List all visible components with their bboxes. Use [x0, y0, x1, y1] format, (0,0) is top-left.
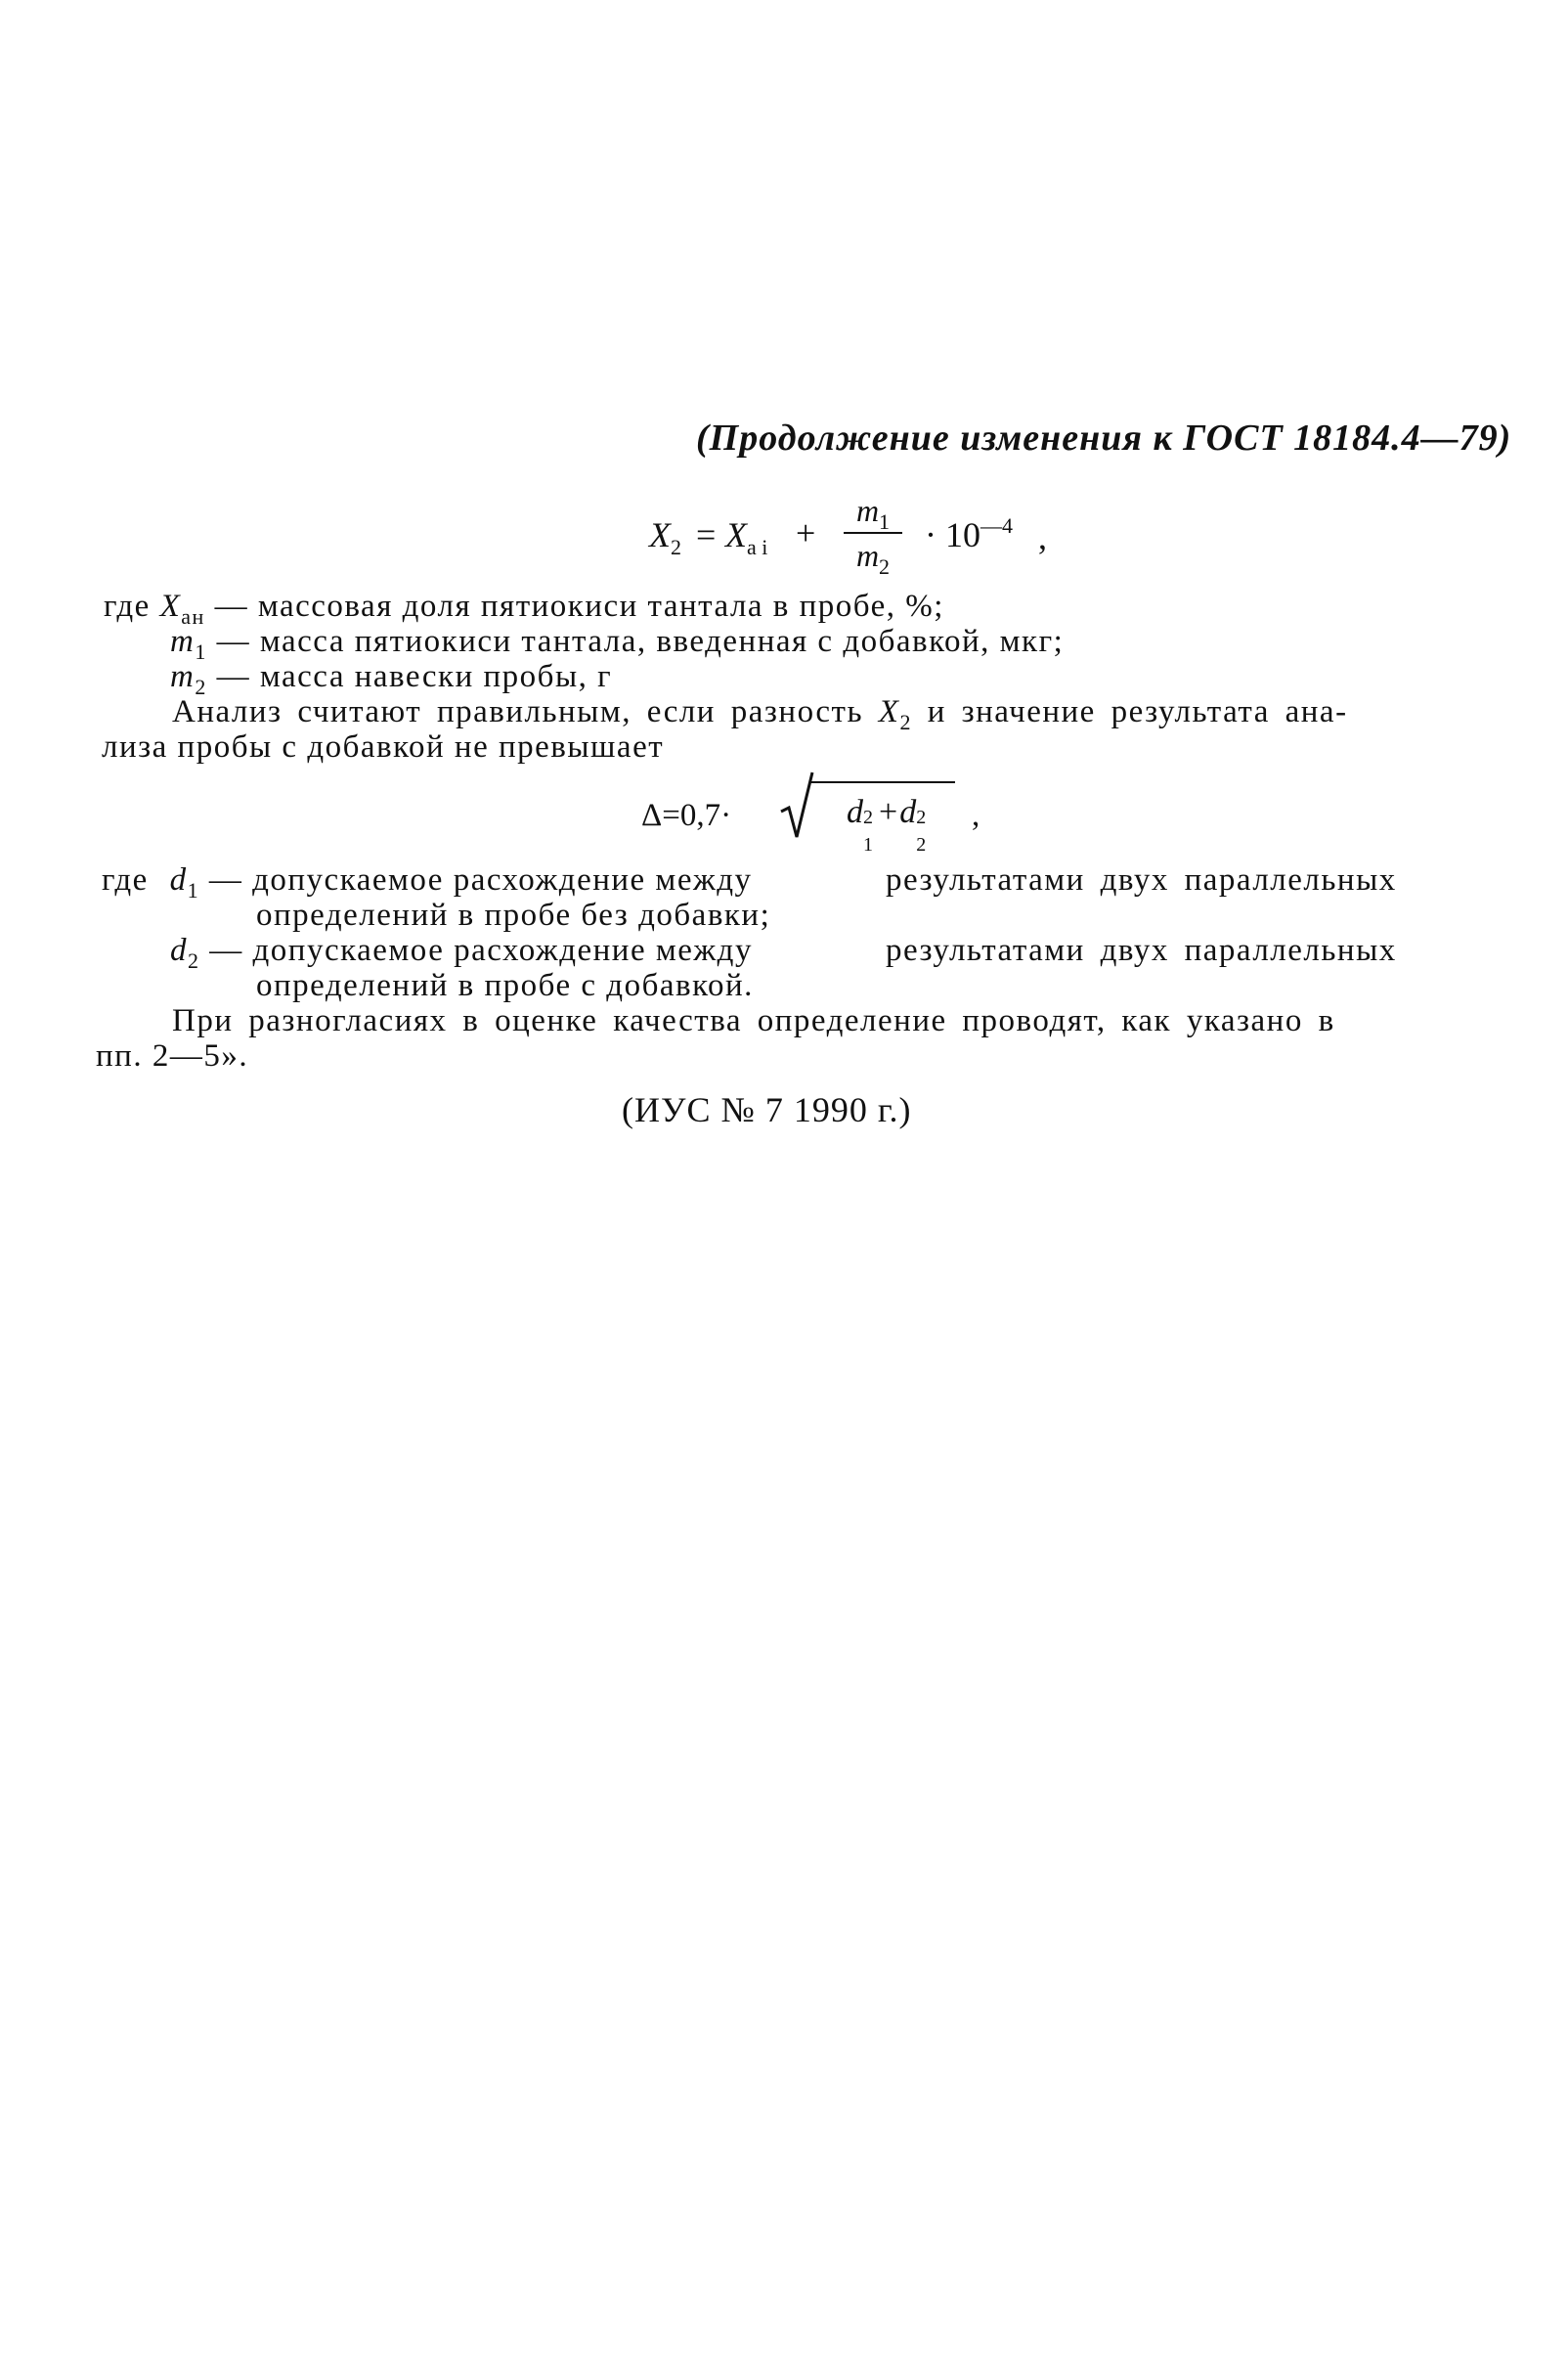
- def-d2-var: $d_2$: [170, 933, 200, 973]
- formula1-lhs-var: X: [649, 515, 671, 554]
- formula2-radicand: [847, 794, 930, 856]
- paragraph-analysis-line1: [172, 694, 1348, 734]
- formula2-d2: d 2 2: [899, 794, 927, 856]
- fraction-numerator-sub: 1: [879, 509, 891, 534]
- formula1-comma: ,: [1038, 517, 1047, 556]
- definition-d1-right: результатами двух параллельных: [886, 862, 1397, 898]
- sqrt-sign-icon: [779, 771, 814, 839]
- definition-d1-line1: [102, 862, 753, 903]
- formula1-rhs-var: X: [725, 515, 747, 554]
- definition-d2-line2: определений в пробе с добавкой.: [256, 968, 754, 1003]
- fraction-denominator-sub: 2: [879, 554, 891, 579]
- formula1-rhs-sub: а і: [747, 535, 768, 559]
- def-m1-var: $m_1$: [170, 624, 207, 664]
- formula1-plus: +: [796, 513, 816, 552]
- paragraph-disagreement-line2: пп. 2—5».: [96, 1038, 249, 1074]
- definition-d2-right: результатами двух параллельных: [886, 933, 1397, 968]
- definition-x-an: [104, 589, 944, 629]
- continuation-header: (Продолжение изменения к ГОСТ 18184.4—79): [696, 418, 1512, 459]
- def-d1-var: $d_1$: [169, 862, 200, 903]
- def-where-word: где: [104, 589, 151, 624]
- formula1-equals: =: [696, 515, 717, 554]
- formula1-exponent: —4: [980, 513, 1013, 538]
- source-reference: (ИУС № 7 1990 г.): [622, 1090, 912, 1129]
- formula-delta-prefix: Δ=0,7·: [641, 798, 732, 833]
- formula2-comma: ,: [972, 798, 980, 833]
- def-d1-text-a: — допускаемое расхождение между: [208, 862, 753, 898]
- def-d2-text-a: — допускаемое расхождение между: [209, 933, 753, 968]
- formula1-fraction: [841, 493, 905, 579]
- definition-d2-line1: [170, 933, 753, 973]
- definition-d1-line2: определений в пробе без добавки;: [256, 898, 771, 933]
- sqrt-overbar: [810, 781, 955, 783]
- paragraph1-x2-var: $X_2$: [878, 694, 912, 734]
- defs2-where-word: где: [102, 862, 149, 898]
- def-x-an-var: $X_{ан}$: [159, 589, 205, 629]
- formula1-multiplier: · 10: [925, 515, 980, 554]
- definition-m2: [170, 659, 613, 699]
- formula2-d1: d 2 1: [847, 794, 873, 856]
- paragraph1-text-a: Анализ считают правильным, если разность: [172, 694, 864, 729]
- def-x-an-text: — массовая доля пятиокиси тантала в пробе, %;: [214, 589, 944, 624]
- def-m2-text: — масса навески пробы, г: [216, 659, 613, 694]
- fraction-numerator-var: m: [855, 493, 880, 528]
- paragraph-analysis-line2: лиза пробы с добавкой не превышает: [102, 729, 665, 765]
- fraction-bar: [844, 532, 902, 534]
- definition-m1: [170, 624, 1065, 664]
- formula1-lhs-sub: 2: [671, 535, 681, 559]
- def-m2-var: $m_2$: [170, 659, 207, 699]
- def-m1-text: — масса пятиокиси тантала, введенная с добавкой, мкг;: [216, 624, 1065, 659]
- paragraph1-text-b: и значение результата ана-: [927, 694, 1348, 729]
- fraction-denominator-var: m: [855, 538, 880, 573]
- formula2-plus: +: [879, 794, 898, 830]
- paragraph-disagreement-line1: При разногласиях в оценке качества определение проводят, как указано в: [172, 1003, 1335, 1038]
